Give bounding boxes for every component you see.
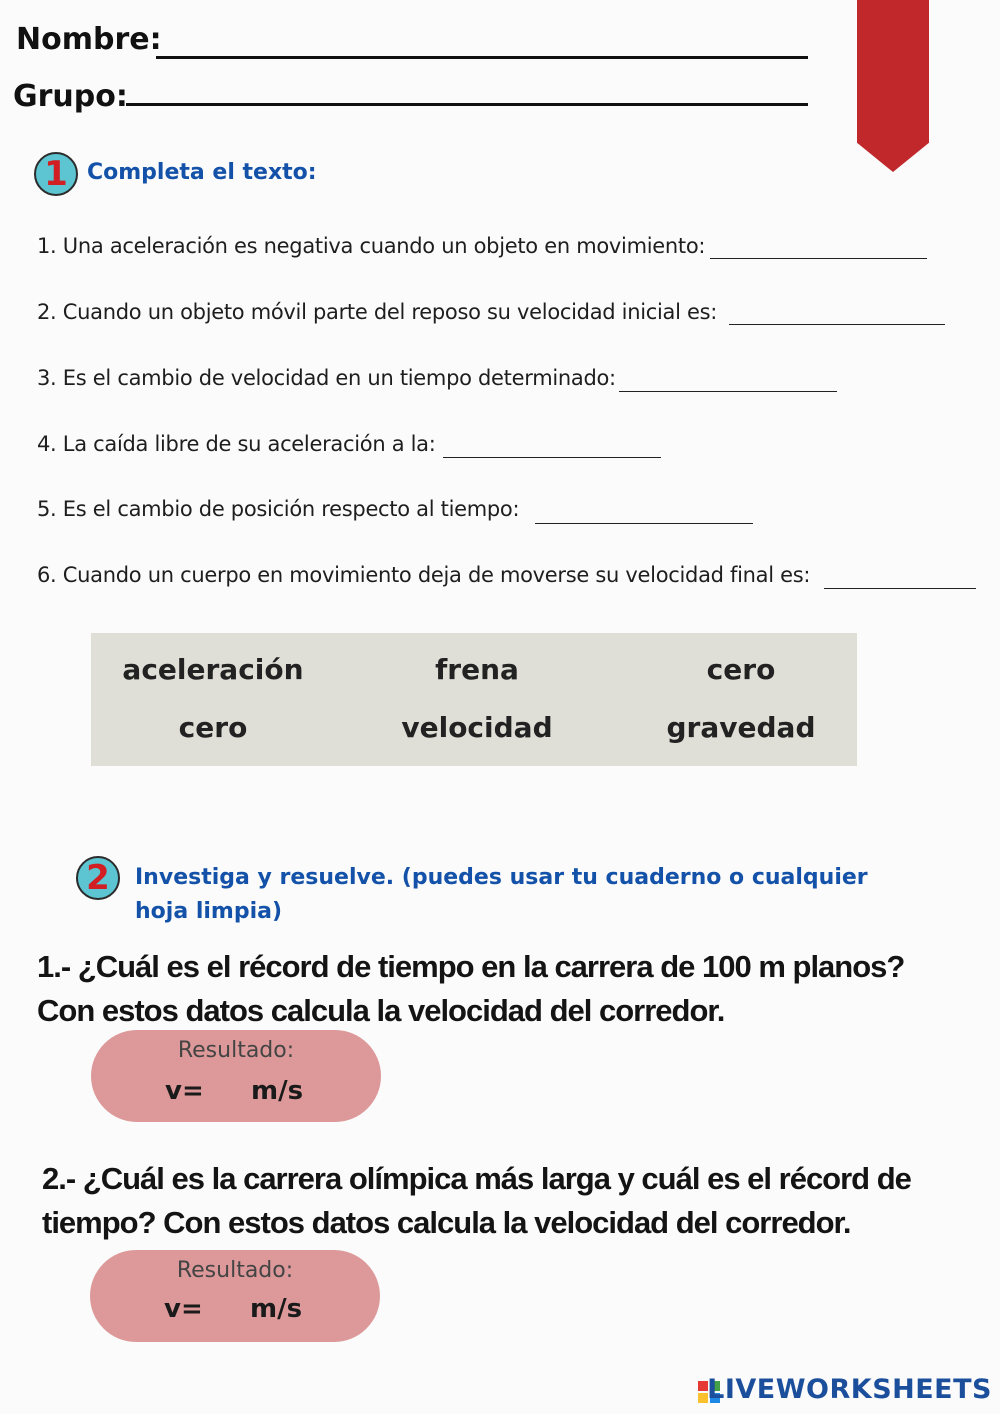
section-2-number: 2: [76, 856, 120, 900]
word-bank: [91, 633, 857, 766]
word-bank-item: velocidad: [401, 711, 553, 744]
result-box-2: [90, 1250, 380, 1342]
word-bank-item: cero: [178, 711, 248, 744]
bookmark-ribbon-icon: [857, 0, 929, 172]
footer-brand[interactable]: LIVEWORKSHEETS: [707, 1374, 992, 1405]
nombre-input-line[interactable]: [156, 56, 808, 59]
word-bank-item: frena: [435, 653, 519, 686]
question-6: 6. Cuando un cuerpo en movimiento deja de moverse su velocidad final es:: [37, 563, 811, 587]
section-2-title: Investiga y resuelve. (puedes usar tu cuaderno o cualquier hoja limpia): [135, 865, 868, 924]
problem-1-line-2: Con estos datos calcula la velocidad del corredor.: [37, 993, 725, 1028]
problem-1-line-1: 1.- ¿Cuál es el récord de tiempo en la carrera de 100 m planos?: [37, 949, 905, 984]
problem-2-line-2: tiempo? Con estos datos calcula la velocidad del corredor.: [42, 1205, 851, 1240]
answer-blank-1[interactable]: [710, 258, 927, 259]
velocity-label: v=: [165, 1076, 204, 1106]
question-2: 2. Cuando un objeto móvil parte del reposo su velocidad inicial es:: [37, 300, 718, 324]
problem-2-line-1: 2.- ¿Cuál es la carrera olímpica más larga y cuál es el récord de: [42, 1161, 911, 1196]
question-1: 1. Una aceleración es negativa cuando un objeto en movimiento:: [37, 234, 706, 258]
result-box-1: [91, 1030, 381, 1122]
result-label: Resultado:: [176, 1258, 294, 1283]
word-bank-item: gravedad: [666, 711, 816, 744]
question-3: 3. Es el cambio de velocidad en un tiempo determinado:: [37, 366, 616, 390]
question-4: 4. La caída libre de su aceleración a la:: [37, 432, 436, 456]
word-bank-item: aceleración: [122, 653, 304, 686]
word-bank-item: cero: [706, 653, 776, 686]
velocity-label: v=: [164, 1294, 203, 1324]
grupo-label: Grupo:: [13, 79, 128, 114]
answer-blank-2[interactable]: [729, 324, 945, 325]
section-1-number: 1: [34, 152, 78, 196]
answer-blank-4[interactable]: [443, 457, 661, 458]
question-5: 5. Es el cambio de posición respecto al tiempo:: [37, 497, 520, 521]
nombre-label: Nombre:: [16, 22, 162, 57]
answer-blank-3[interactable]: [619, 391, 837, 392]
section-1-title: Completa el texto:: [87, 160, 317, 185]
answer-blank-5[interactable]: [535, 523, 753, 524]
unit-label: m/s: [251, 1076, 304, 1106]
unit-label: m/s: [250, 1294, 303, 1324]
answer-blank-6[interactable]: [824, 588, 976, 589]
grupo-input-line[interactable]: [126, 103, 808, 106]
result-label: Resultado:: [177, 1038, 295, 1063]
